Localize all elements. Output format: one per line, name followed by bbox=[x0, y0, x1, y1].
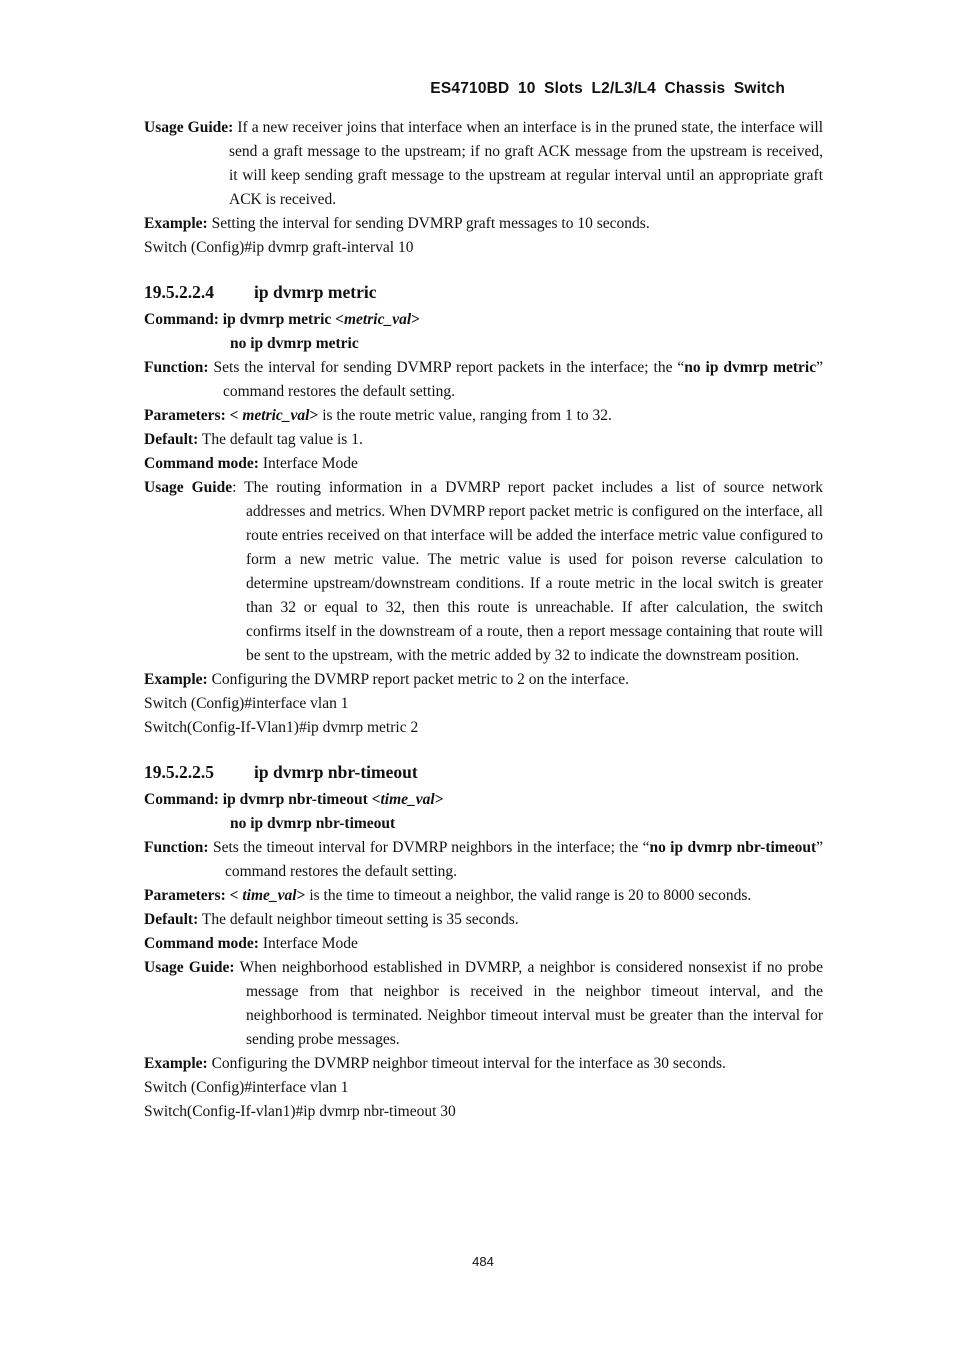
parameters-param: metric_val bbox=[242, 407, 310, 424]
function-paragraph bbox=[144, 836, 823, 884]
usage-guide-text: : The routing information in a DVMRP report packet includes a list of source network addresses and metrics. When DVMRP report packet metric is configured on the interface, all route entries received on that interface will be added the interface metric value configured to form a new metric value. The metric value is used for poison reverse calculation to determine upstream/downstream conditions. If a route metric in the local switch is greater than 32 or equal to 32, then this route is unreachable. If after calculation, the switch confirms itself in the downstream of a route, then a report message containing that route will be sent to the upstream, with the metric added by 32 to indicate the downstream position. bbox=[232, 479, 823, 664]
parameters-param: time_val bbox=[242, 887, 297, 904]
function-text: Sets the interval for sending DVMRP report packets in the interface; the “ bbox=[208, 359, 685, 376]
page-number: 484 bbox=[472, 1254, 494, 1269]
function-bold-command: no ip dvmrp metric bbox=[684, 359, 817, 376]
intro-example bbox=[144, 212, 823, 236]
function-text-end: ” command restores the default setting. bbox=[225, 839, 823, 880]
usage-guide-paragraph bbox=[144, 956, 823, 1052]
usage-guide-label: Usage Guide: bbox=[144, 119, 234, 136]
section-heading-metric bbox=[144, 280, 823, 304]
section-heading-nbr-timeout bbox=[144, 760, 823, 784]
usage-guide-paragraph bbox=[144, 476, 823, 668]
example-text: Configuring the DVMRP report packet metric to 2 on the interface. bbox=[207, 671, 629, 688]
command-mode-line bbox=[144, 452, 823, 476]
default-label: Default: bbox=[144, 911, 199, 928]
function-label: Function: bbox=[144, 839, 209, 856]
command-no-form: no ip dvmrp metric bbox=[230, 335, 359, 352]
example-label: Example: bbox=[144, 1055, 208, 1072]
usage-guide-label: Usage Guide bbox=[144, 479, 233, 496]
example-command-1: Switch (Config)#interface vlan 1 bbox=[144, 1079, 349, 1096]
example-command-2: Switch(Config-If-vlan1)#ip dvmrp nbr-timeout 30 bbox=[144, 1103, 456, 1120]
parameters-text: is the route metric value, ranging from 1 to 32. bbox=[318, 407, 612, 424]
example-label: Example: bbox=[144, 215, 208, 232]
section-title: ip dvmrp metric bbox=[254, 282, 377, 302]
parameters-label: Parameters: < bbox=[144, 887, 243, 904]
command-label: Command: ip dvmrp metric < bbox=[144, 311, 344, 328]
function-text-end: ” command restores the default setting. bbox=[223, 359, 823, 400]
command-param: time_val bbox=[380, 791, 435, 808]
example-line bbox=[144, 668, 823, 692]
running-header: ES4710BD 10 Slots L2/L3/L4 Chassis Switch bbox=[430, 80, 785, 97]
command-mode-line bbox=[144, 932, 823, 956]
command-line bbox=[144, 308, 823, 332]
example-command-1: Switch (Config)#interface vlan 1 bbox=[144, 695, 349, 712]
example-line bbox=[144, 1052, 823, 1076]
parameters-close: > bbox=[309, 407, 319, 424]
intro-usage-guide bbox=[144, 116, 823, 212]
command-label: Command: ip dvmrp nbr-timeout < bbox=[144, 791, 381, 808]
example-label: Example: bbox=[144, 671, 208, 688]
command-mode-label: Command mode: bbox=[144, 935, 259, 952]
function-paragraph bbox=[144, 356, 823, 404]
page-body bbox=[144, 116, 823, 1124]
parameters-line bbox=[144, 404, 823, 428]
parameters-label: Parameters: < bbox=[144, 407, 243, 424]
command-mode-text: Interface Mode bbox=[258, 455, 358, 472]
default-line bbox=[144, 908, 823, 932]
parameters-text: is the time to timeout a neighbor, the valid range is 20 to 8000 seconds. bbox=[305, 887, 752, 904]
section-number: 19.5.2.2.4 bbox=[144, 282, 214, 302]
function-bold-command: no ip dvmrp nbr-timeout bbox=[649, 839, 817, 856]
example-command-2: Switch(Config-If-Vlan1)#ip dvmrp metric 2 bbox=[144, 719, 419, 736]
default-label: Default: bbox=[144, 431, 199, 448]
command-mode-text: Interface Mode bbox=[258, 935, 358, 952]
command-no-form: no ip dvmrp nbr-timeout bbox=[230, 815, 396, 832]
example-text: Configuring the DVMRP neighbor timeout interval for the interface as 30 seconds. bbox=[207, 1055, 726, 1072]
default-text: The default neighbor timeout setting is 35 seconds. bbox=[198, 911, 519, 928]
function-text: Sets the timeout interval for DVMRP neighbors in the interface; the “ bbox=[208, 839, 650, 856]
usage-guide-label: Usage Guide: bbox=[144, 959, 235, 976]
parameters-line bbox=[144, 884, 823, 908]
default-text: The default tag value is 1. bbox=[198, 431, 363, 448]
function-label: Function: bbox=[144, 359, 209, 376]
usage-guide-text: If a new receiver joins that interface when an interface is in the pruned state, the interface will send a graft message to the upstream; if no graft ACK message from the upstream is received, it will keep sending graft message to the upstream at regular interval until an appropriate graft ACK is received. bbox=[229, 119, 824, 208]
parameters-close: > bbox=[296, 887, 306, 904]
section-number: 19.5.2.2.5 bbox=[144, 762, 214, 782]
command-close: > bbox=[434, 791, 444, 808]
command-line bbox=[144, 788, 823, 812]
intro-example-command: Switch (Config)#ip dvmrp graft-interval 10 bbox=[144, 239, 414, 256]
example-text: Setting the interval for sending DVMRP graft messages to 10 seconds. bbox=[207, 215, 650, 232]
section-title: ip dvmrp nbr-timeout bbox=[254, 762, 418, 782]
usage-guide-text: When neighborhood established in DVMRP, a neighbor is considered nonsexist if no probe message from that neighbor is received in the neighbor timeout interval, and the neighborhood is terminated. Neighbor timeout interval must be greater than the interval for sending probe messages. bbox=[234, 959, 824, 1048]
command-param: metric_val bbox=[343, 311, 412, 328]
command-close: > bbox=[411, 311, 420, 328]
default-line bbox=[144, 428, 823, 452]
command-mode-label: Command mode: bbox=[144, 455, 259, 472]
